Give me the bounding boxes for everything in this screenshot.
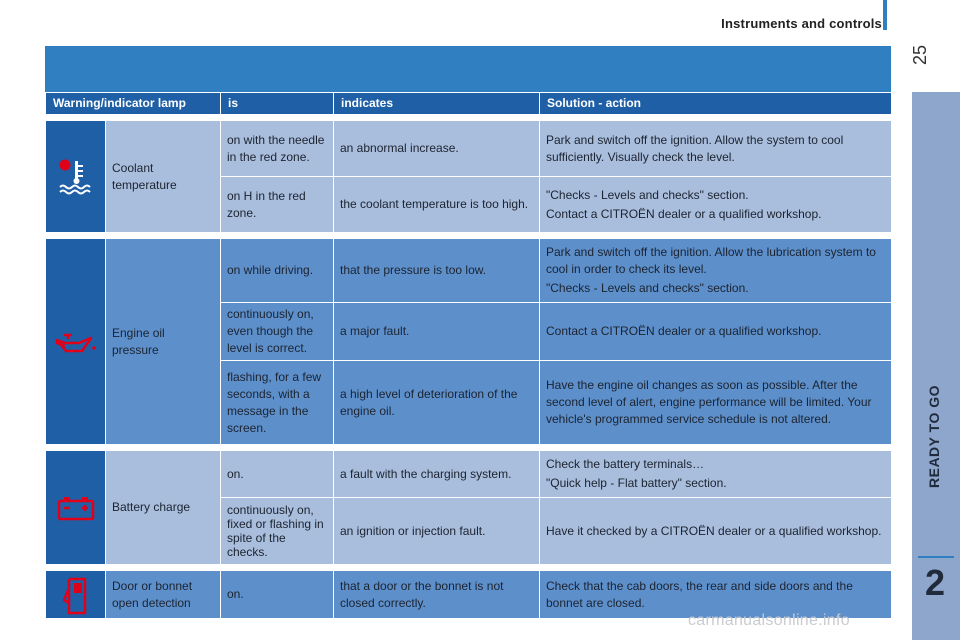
door-indicates-1: that a door or the bonnet is not closed correctly. bbox=[334, 571, 540, 619]
table-row bbox=[46, 451, 892, 498]
solution-line: Check the battery terminals… bbox=[546, 457, 705, 471]
door-open-icon bbox=[52, 575, 99, 615]
oil-indicates-1: that the pressure is too low. bbox=[334, 239, 540, 303]
oil-can-icon bbox=[52, 329, 99, 355]
solution-line: "Checks - Levels and checks" section. bbox=[546, 281, 749, 295]
battery-indicates-1: a fault with the charging system. bbox=[334, 451, 540, 498]
battery-is-2: continuously on, fixed or flashing in spite of the checks. bbox=[221, 498, 334, 565]
oil-is-3: flashing, for a few seconds, with a message in the screen. bbox=[221, 361, 334, 445]
solution-line: Check that the cab doors, the rear and side doors and the bonnet are closed. bbox=[546, 578, 853, 610]
battery-is-1: on. bbox=[221, 451, 334, 498]
solution-line: Have it checked by a CITROËN dealer or a qualified workshop. bbox=[546, 523, 882, 538]
coolant-is-2: on H in the red zone. bbox=[221, 177, 334, 233]
oil-solution-1 bbox=[540, 239, 892, 303]
oil-lamp-cell bbox=[46, 239, 106, 445]
page-number: 25 bbox=[909, 44, 930, 66]
battery-solution-1 bbox=[540, 451, 892, 498]
battery-icon bbox=[52, 494, 99, 522]
table-row bbox=[46, 121, 892, 177]
oil-solution-3 bbox=[540, 361, 892, 445]
coolant-lamp-name: Coolant temperature bbox=[106, 121, 221, 233]
oil-indicates-2: a major fault. bbox=[334, 303, 540, 361]
solution-line: Contact a CITROËN dealer or a qualified workshop. bbox=[546, 206, 822, 221]
header-is: is bbox=[221, 93, 334, 115]
solution-line: Park and switch off the ignition. Allow the lubrication system to cool in order to check its level. bbox=[546, 245, 876, 276]
solution-line: "Checks - Levels and checks" section. bbox=[546, 187, 749, 202]
door-lamp-cell bbox=[46, 571, 106, 619]
chapter-section-label: READY TO GO bbox=[926, 384, 942, 488]
chapter-number: 2 bbox=[924, 562, 946, 603]
battery-lamp-cell bbox=[46, 451, 106, 565]
table-header-row bbox=[46, 93, 892, 115]
coolant-solution-1 bbox=[540, 121, 892, 177]
page-header-title: Instruments and controls bbox=[721, 16, 882, 31]
table-banner bbox=[45, 46, 891, 92]
oil-indicates-3: a high level of deterioration of the engine oil. bbox=[334, 361, 540, 445]
header-rule bbox=[883, 0, 887, 30]
oil-solution-2 bbox=[540, 303, 892, 361]
battery-lamp-name: Battery charge bbox=[106, 451, 221, 565]
coolant-indicates-2: the coolant temperature is too high. bbox=[334, 177, 540, 233]
solution-line: Have the engine oil changes as soon as possible. After the second level of alert, engine performance will be limited. Your vehicle's programmed service schedule is not altered. bbox=[546, 378, 872, 426]
chapter-rule bbox=[918, 556, 954, 558]
coolant-lamp-cell bbox=[46, 121, 106, 233]
coolant-is-1: on with the needle in the red zone. bbox=[221, 121, 334, 177]
coolant-temperature-icon bbox=[52, 157, 99, 197]
solution-line: "Quick help - Flat battery" section. bbox=[546, 476, 727, 490]
door-is-1: on. bbox=[221, 571, 334, 619]
oil-lamp-name: Engine oil pressure bbox=[106, 239, 221, 445]
header-lamp: Warning/indicator lamp bbox=[46, 93, 221, 115]
oil-is-1: on while driving. bbox=[221, 239, 334, 303]
solution-line: Contact a CITROËN dealer or a qualified workshop. bbox=[546, 324, 822, 338]
door-lamp-name: Door or bonnet open detection bbox=[106, 571, 221, 619]
watermark: carmanualsonline.info bbox=[688, 612, 850, 629]
header-solution: Solution - action bbox=[540, 93, 892, 115]
warning-lamp-table bbox=[45, 92, 892, 619]
solution-line: Park and switch off the ignition. Allow the system to cool sufficiently. Visually check the level. bbox=[546, 132, 844, 164]
battery-indicates-2: an ignition or injection fault. bbox=[334, 498, 540, 565]
battery-solution-2 bbox=[540, 498, 892, 565]
coolant-indicates-1: an abnormal increase. bbox=[334, 121, 540, 177]
table-row bbox=[46, 239, 892, 303]
oil-is-2: continuously on, even though the level is correct. bbox=[221, 303, 334, 361]
coolant-solution-2 bbox=[540, 177, 892, 233]
header-indicates: indicates bbox=[334, 93, 540, 115]
